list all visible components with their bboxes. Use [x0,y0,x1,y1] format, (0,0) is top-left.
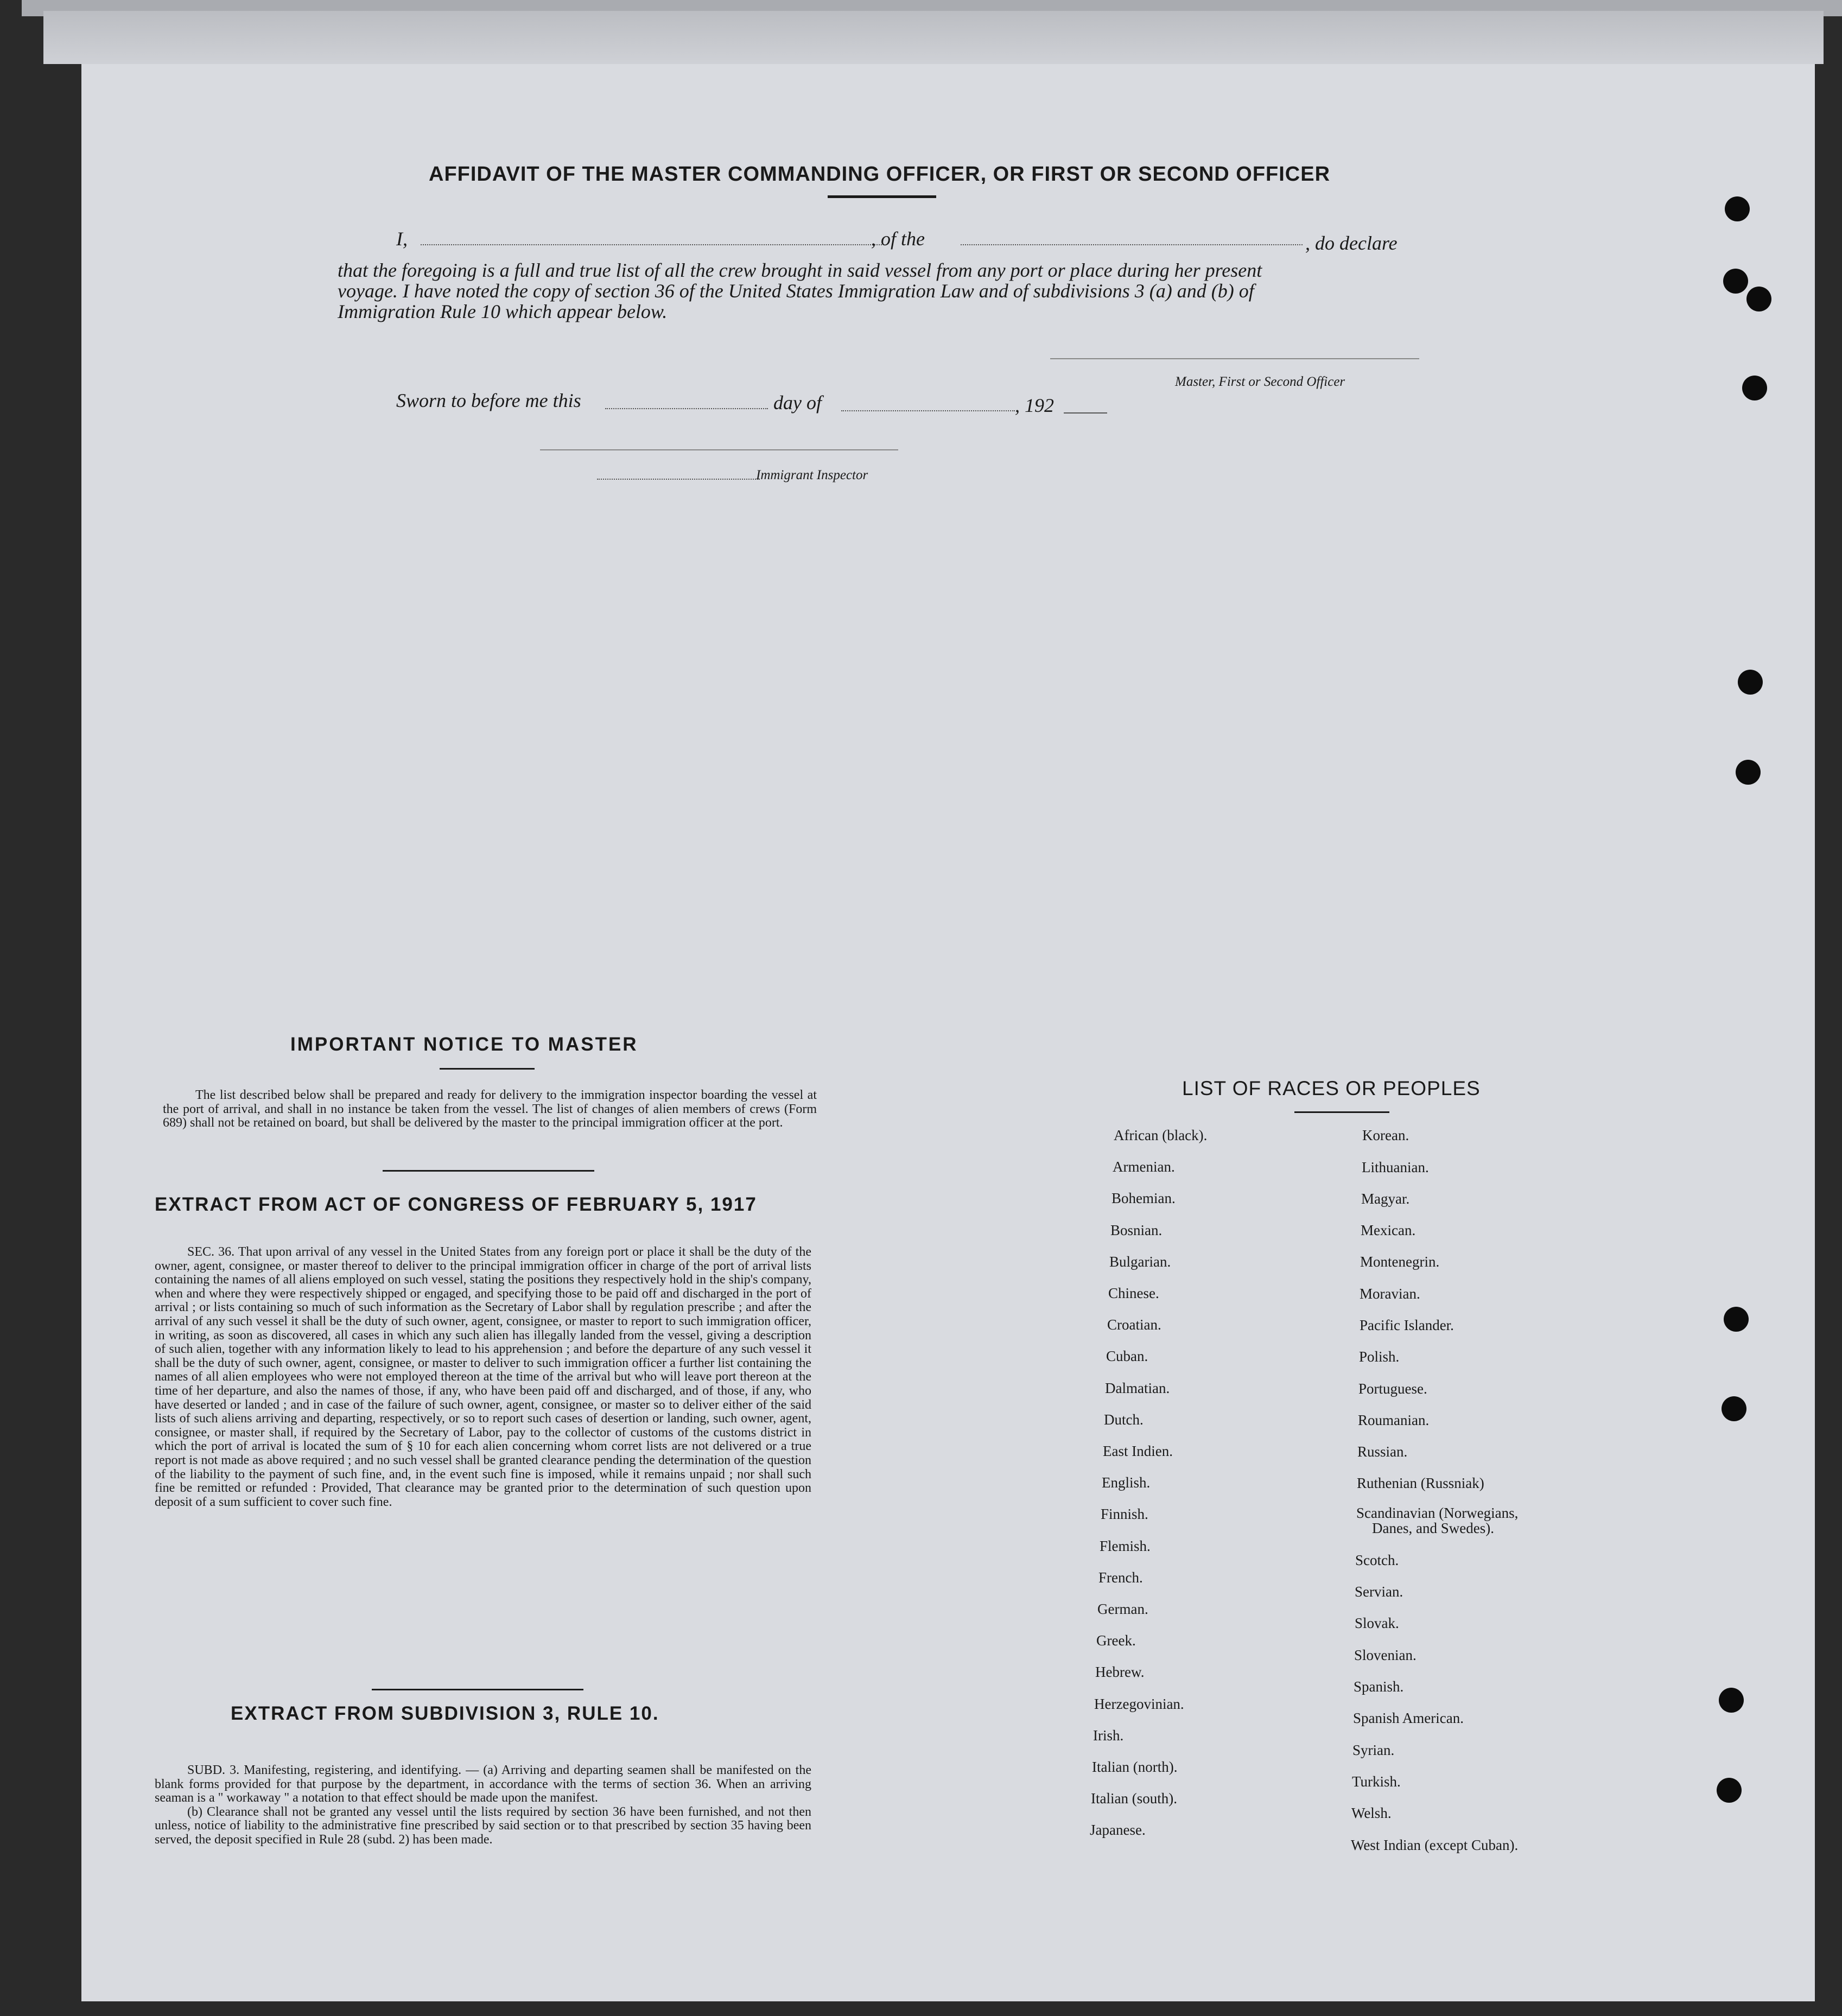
notice-text [163,1089,817,1130]
race-item: Hebrew. [1095,1664,1145,1681]
race-item: Mexican. [1361,1222,1416,1238]
race-item: Croatian. [1107,1317,1161,1333]
race-item: Ruthenian (Russniak) [1357,1475,1484,1491]
race-item: Flemish. [1100,1537,1151,1554]
race-item: Syrian. [1352,1742,1395,1758]
race-item: Scandinavian (Norwegians, [1356,1505,1519,1521]
race-item: Finnish. [1101,1506,1148,1523]
affidavit-line-3: voyage. I have noted the copy of section 36 of the United States Immigration Law and of subdivisions 3 (a) and (b) of [338,280,1254,302]
race-item: Irish. [1093,1727,1124,1744]
punch-hole [1717,1778,1742,1803]
extract-act-title: EXTRACT FROM ACT OF CONGRESS OF FEBRUARY 5, 1917 [155,1194,757,1215]
race-item: Turkish. [1352,1773,1401,1790]
master-signature-line[interactable] [1050,358,1419,359]
master-signature-label: Master, First or Second Officer [1175,374,1345,389]
inspector-label: Immigrant Inspector [756,468,868,482]
extract-rule-text [155,1764,811,1847]
race-item: French. [1098,1569,1143,1586]
race-item: Bosnian. [1110,1222,1163,1238]
affidavit-title: AFFIDAVIT OF THE MASTER COMMANDING OFFICER, OR FIRST OR SECOND OFFICER [429,163,1331,186]
race-item: English. [1102,1474,1151,1491]
sworn-year-field[interactable] [1064,412,1107,414]
extract-act-text [155,1245,811,1509]
sworn-year: , 192 [1015,395,1054,416]
race-item: Slovenian. [1354,1647,1417,1663]
punch-hole [1746,287,1771,311]
subdivision-a-paragraph: SUBD. 3. Manifesting, registering, and identifying. — (a) Arriving and departing seamen shall be manifested on the blank forms provided for that purpose by the department, in accordance with the terms of section 36. When an arriving seaman is a " workaway " a notation to that effect should be made upon the manifest. [155,1763,811,1805]
sworn-prefix: Sworn to before me this [396,390,581,411]
race-item: Scotch. [1355,1552,1399,1568]
inspector-dotted-line [597,479,760,480]
sworn-day-of: day of [773,392,822,414]
race-item: Russian. [1357,1443,1408,1460]
punch-hole [1738,670,1763,695]
sworn-month-field[interactable] [841,410,1015,411]
race-item: Cuban. [1106,1348,1148,1365]
races-title: LIST OF RACES OR PEOPLES [1182,1077,1481,1099]
race-item: Chinese. [1108,1285,1159,1301]
name-field[interactable] [421,244,882,245]
punch-hole [1723,269,1748,294]
affidavit-line-2: that the foregoing is a full and true list of all the crew brought in said vessel from any port or place during her present [338,259,1262,281]
race-item: Dutch. [1104,1411,1144,1428]
affidavit-i: I, [396,228,408,250]
affidavit-do-declare: , do declare [1305,232,1398,254]
punch-hole [1719,1688,1744,1713]
race-item: Korean. [1362,1127,1409,1143]
races-title-rule [1294,1111,1389,1113]
affidavit-line-4: Immigration Rule 10 which appear below. [338,301,668,322]
race-item: Welsh. [1351,1805,1392,1821]
race-item: West Indian (except Cuban). [1351,1837,1519,1853]
race-item: Greek. [1096,1632,1136,1649]
race-item: Magyar. [1361,1191,1410,1207]
affidavit-of-the: , of the [871,228,925,250]
notice-title: IMPORTANT NOTICE TO MASTER [290,1034,638,1055]
subdivision-b-paragraph: (b) Clearance shall not be granted any vessel until the lists required by section 36 have been furnished, and not then unless, notice of liability to the administrative fine prescribed by said section or to that prescribed by section 35 having been served, the deposit specified in Rule 28 (subd. 2) has been made. [155,1804,811,1847]
race-item: Roumanian. [1358,1412,1430,1428]
race-item: Servian. [1355,1583,1403,1600]
race-item: Spanish American. [1353,1710,1464,1726]
race-item: Bulgarian. [1109,1253,1171,1270]
punch-hole [1742,376,1767,400]
race-item: Spanish. [1354,1678,1404,1695]
affidavit-title-rule [828,195,936,198]
section-36-paragraph: SEC. 36. That upon arrival of any vessel in the United States from any foreign port or place it shall be the duty of the owner, agent, consignee, or master thereof to deliver to the principal immigration officer in charge of the port of arrival lists containing the names of all aliens employed on such vessel, stating the positions they respectively hold in the ship's company, when and where they were respectively shipped or engaged, and specifying those to be paid off and discharged in the port of arrival ; or lists containing so much of such information as the Secretary of Labor shall by regulation prescribe ; and after the arrival of any such vessel it shall be the duty of such owner, agent, consignee, or master to report to such immigration officer, in writing, as soon as discovered, all cases in which any such alien has illegally landed from the vessel, giving a description of such alien, together with any information likely to lead to his apprehension ; and before the departure of any such vessel it shall be the duty of such owner, agent, consignee, or master to deliver to such immigration officer a further list containing the names of all alien employees who were not employed thereon at the time of the arrival but who will leave port thereon at the time of her departure, and also the names of those, if any, who have been paid off and discharged, and of those, if any, who have deserted or landed ; and in case of the failure of such owner, agent, consignee, or master so to deliver either of the said lists of such aliens arriving and departing, respectively, or so to report such cases of desertion or landing, such owner, agent, consignee, or master shall, if required by the Secretary of Labor, pay to the collector of customs of the customs district in which the port of arrival is located the sum of § 10 for each alien concerning whom corret lists are not delivered or a true report is not made as above required ; and no such vessel shall be granted clearance pending the determination of the question of the liability to the payment of such fine, and, in the event such fine is imposed, while it remains unpaid ; nor shall such fine be remitted or refunded : Provided, That clearance may be granted prior to the determination of such question upon deposit of a sum sufficient to cover such fine. [155,1245,811,1509]
race-item: Slovak. [1355,1615,1399,1631]
race-item: Pacific Islander. [1360,1317,1454,1333]
race-item: Dalmatian. [1105,1379,1170,1396]
punch-hole [1722,1396,1746,1421]
race-item: Polish. [1359,1349,1400,1365]
race-item: Italian (north). [1092,1759,1178,1775]
race-item: Montenegrin. [1360,1254,1440,1270]
inspector-signature-line[interactable] [540,449,898,450]
race-item: East Indien. [1103,1443,1173,1459]
extract-act-end-rule [372,1689,583,1690]
race-item: Portuguese. [1358,1381,1427,1397]
race-item: Herzegovinian. [1094,1695,1184,1712]
notice-end-rule [383,1170,594,1172]
race-item: Italian (south). [1091,1790,1177,1807]
extract-rule-title: EXTRACT FROM SUBDIVISION 3, RULE 10. [231,1703,659,1724]
sworn-day-field[interactable] [605,408,768,409]
page-edge-strip [43,11,1824,64]
race-item: Danes, and Swedes). [1372,1520,1494,1536]
punch-hole [1724,1307,1749,1332]
punch-hole [1725,196,1750,221]
race-item: Lithuanian. [1362,1159,1429,1175]
race-item: German. [1097,1601,1148,1617]
race-item: Armenian. [1113,1159,1175,1175]
vessel-field[interactable] [961,244,1303,245]
punch-hole [1736,760,1761,785]
race-item: Japanese. [1090,1822,1146,1839]
race-item: Moravian. [1360,1286,1420,1302]
race-item: African (black). [1114,1127,1208,1143]
race-item: Bohemian. [1111,1190,1176,1207]
notice-title-rule [440,1068,535,1070]
notice-paragraph: The list described below shall be prepared and ready for delivery to the immigration inspector boarding the vessel at the port of arrival, and shall in no instance be taken from the vessel. The list of changes of alien members of crews (Form 689) shall not be retained on board, but shall be delivered by the master to the principal immigration officer at the port. [163,1088,817,1130]
